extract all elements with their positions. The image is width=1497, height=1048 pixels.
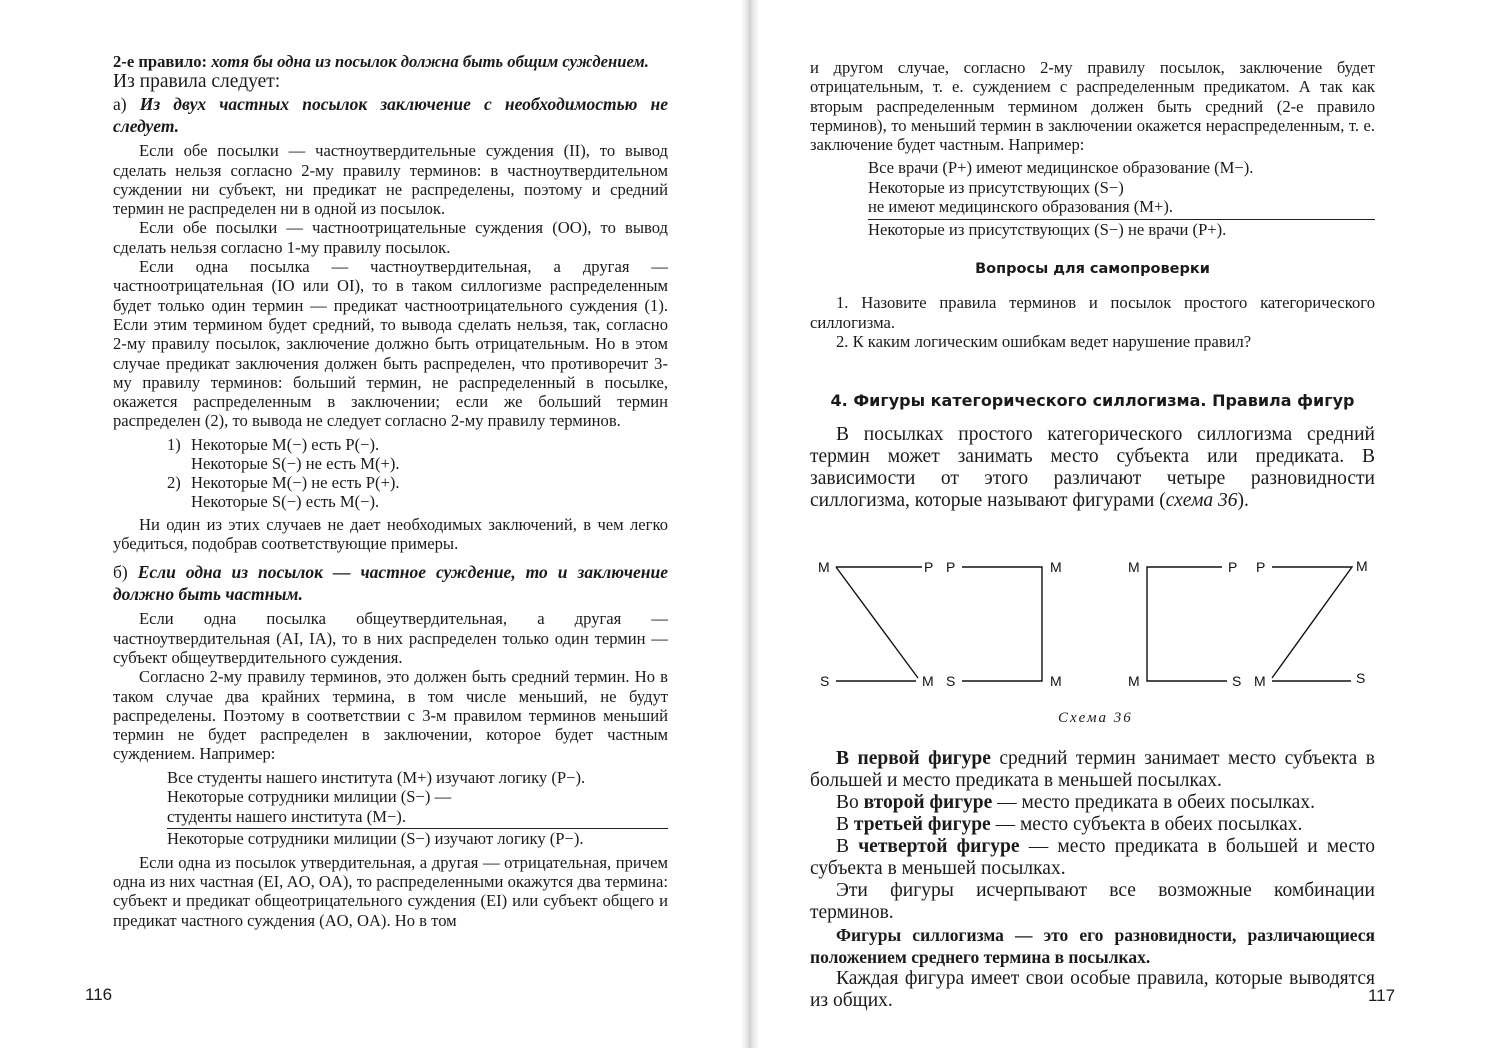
example-syllogism xyxy=(868,158,1375,239)
case-item: Некоторые S(−) есть M(−). xyxy=(191,491,380,511)
conclusion: Некоторые из присутствующих (S−) не врачи (P+). xyxy=(868,219,1375,240)
figures-schema xyxy=(810,555,1380,695)
page-number-right: 117 xyxy=(1368,986,1396,1005)
fig3-m: M xyxy=(1128,559,1140,575)
fig2-lines xyxy=(962,567,1042,681)
case-list xyxy=(167,435,668,511)
paragraph: Эти фигуры исчерпывают все возможные комбинации терминов. xyxy=(810,880,1375,923)
conclusion: Некоторые сотрудники милиции (S−) изучают логику (P−). xyxy=(167,828,668,849)
premise: Некоторые из присутствующих (S−) xyxy=(868,177,1124,197)
rule-2-heading: 2-е правило: хотя бы одна из посылок должна быть общим суждением. xyxy=(113,52,649,71)
paragraph: Если обе посылки — частноутвердительные суждения (II), то вывод сделать нельзя согласно 2-му правилу терминов: в частноутвердительном суждении ни субъект, ни предикат не распределены, поэтому и средний термин не распределен ни в одной из посылок. xyxy=(113,141,668,219)
fig3-s: S xyxy=(1232,673,1242,689)
paragraph: Если обе посылки — частноотрицательные суждения (ОО), то вывод сделать нельзя согласно 1-му правилу посылок. xyxy=(113,218,668,257)
fig1-p: P xyxy=(924,559,934,575)
paragraph: В посылках простого категорического силлогизма средний термин может занимать место субъекта или предиката. В зависимости от этого различают четыре разновидности силлогизма, которые называют фигурами (схема 36). xyxy=(810,424,1375,512)
fig4-m: M xyxy=(1356,558,1368,574)
section-title: 4. Фигуры категорического силлогизма. Правила фигур xyxy=(830,391,1355,411)
case-item: 1) Некоторые M(−) есть P(−). xyxy=(167,434,380,454)
fig1-m: M xyxy=(818,559,830,575)
left-page xyxy=(113,52,668,930)
fig2-m: M xyxy=(1050,559,1062,575)
right-page xyxy=(810,58,1375,512)
paragraph: В третьей фигуре — место субъекта в обеих посылках. xyxy=(836,814,1303,835)
paragraph: В первой фигуре средний термин занимает место субъекта в большей и место предиката в меньшей посылках. xyxy=(810,748,1375,791)
book-gutter xyxy=(741,0,759,1048)
paragraph: и другом случае, согласно 2-му правилу посылок, заключение будет отрицательным, т. е. суждением с распределенным предикатом. А так как вторым распределенным термином должен быть средний (2-е правило терминов), то меньший термин в заключении окажется нераспределенным, т. е. заключение будет частным. Например: xyxy=(810,58,1375,155)
case-item: 2) Некоторые M(−) не есть P(+). xyxy=(167,472,400,492)
definition: Фигуры силлогизма — это его разновидности, различающиеся положением среднего термина в посылках. xyxy=(810,925,1375,967)
fig2-m2: M xyxy=(1050,673,1062,689)
paragraph: Если одна из посылок утвердительная, а другая — отрицательная, причем одна из них частная (EI, AO, OA), то распределенными окажутся два термина: субъект и предикат общеотрицательного суждения (EI) или субъект общего и предикат частного суждения (AO, OA). Но в том xyxy=(113,852,668,930)
premise: Все студенты нашего института (M+) изучают логику (P−). xyxy=(167,767,586,787)
paragraph: В четвертой фигуре — место предиката в большей и место субъекта в меньшей посылках. xyxy=(810,836,1375,879)
point-a: а) Из двух частных посылок заключение с необходимостью не следует. xyxy=(113,94,668,137)
point-b: б) Если одна из посылок — частное суждение, то и заключение должно быть частным. xyxy=(113,562,668,605)
question: 2. К каким логическим ошибкам ведет нарушение правил? xyxy=(836,332,1252,352)
fig2-s: S xyxy=(946,673,956,689)
right-page-lower xyxy=(810,748,1375,1012)
fig4-p: P xyxy=(1256,559,1266,575)
premise: не имеют медицинского образования (M+). xyxy=(868,197,1174,217)
premise: студенты нашего института (M−). xyxy=(167,806,406,826)
fig1-m2: M xyxy=(922,673,934,689)
questions-title: Вопросы для самопроверки xyxy=(975,261,1210,278)
fig3-m2: M xyxy=(1128,673,1140,689)
paragraph: Если одна посылка общеутвердительная, а другая — частноутвердительная (AI, IA), то в них распределен только один термин — субъект общеутвердительного суждения. xyxy=(113,609,668,667)
page-number-left: 116 xyxy=(85,985,113,1004)
fig3-lines xyxy=(1147,567,1227,681)
fig4-m2: M xyxy=(1254,673,1266,689)
fig1-line xyxy=(836,567,918,678)
fig1-s: S xyxy=(820,673,830,689)
question: 1. Назовите правила терминов и посылок простого категорического силлогизма. xyxy=(810,293,1375,332)
paragraph: Если одна посылка — частноутвердительная, а другая — частноотрицательная (IO или OI), то в таком силлогизме распределенным будет только один термин — предикат частноотрицательного суждения (1). Если этим термином будет средний, то вывода сделать нельзя, так, согласно 2-му правилу посылок, заключение должно быть отрицательным. Но в этом случае предикат заключения должен быть распределен, что противоречит 3-му правилу терминов: больший термин, не распределенный в посылке, окажется распределенным в заключении; если же больший термин распределен (2), то вывода не следует согласно 2-му правилу терминов. xyxy=(113,257,668,431)
paragraph: Во второй фигуре — место предиката в обеих посылках. xyxy=(836,792,1315,813)
paragraph: Согласно 2-му правилу терминов, это должен быть средний термин. Но в таком случае два крайних термина, в том числе меньший, не будут распределены. Поэтому в соответствии с 3-м правилом терминов меньший термин не будет распределен в заключении, которое будет частным суждением. Например: xyxy=(113,667,668,764)
example-syllogism xyxy=(167,768,668,849)
case-item: Некоторые S(−) не есть M(+). xyxy=(191,453,400,473)
schema-caption: Схема 36 xyxy=(1058,710,1133,726)
follows-line: Из правила следует: xyxy=(113,71,281,93)
paragraph: Ни один из этих случаев не дает необходимых заключений, в чем легко убедиться, подобрав соответствующие примеры. xyxy=(113,514,668,554)
fig4-lines xyxy=(1272,567,1352,678)
paragraph: Каждая фигура имеет свои особые правила, которые выводятся из общих. xyxy=(810,968,1375,1011)
fig3-p: P xyxy=(1228,559,1238,575)
premise: Все врачи (P+) имеют медицинское образование (M−). xyxy=(868,158,1254,178)
premise: Некоторые сотрудники милиции (S−) — xyxy=(167,787,452,807)
fig4-s: S xyxy=(1356,670,1366,686)
fig2-p: P xyxy=(946,559,956,575)
